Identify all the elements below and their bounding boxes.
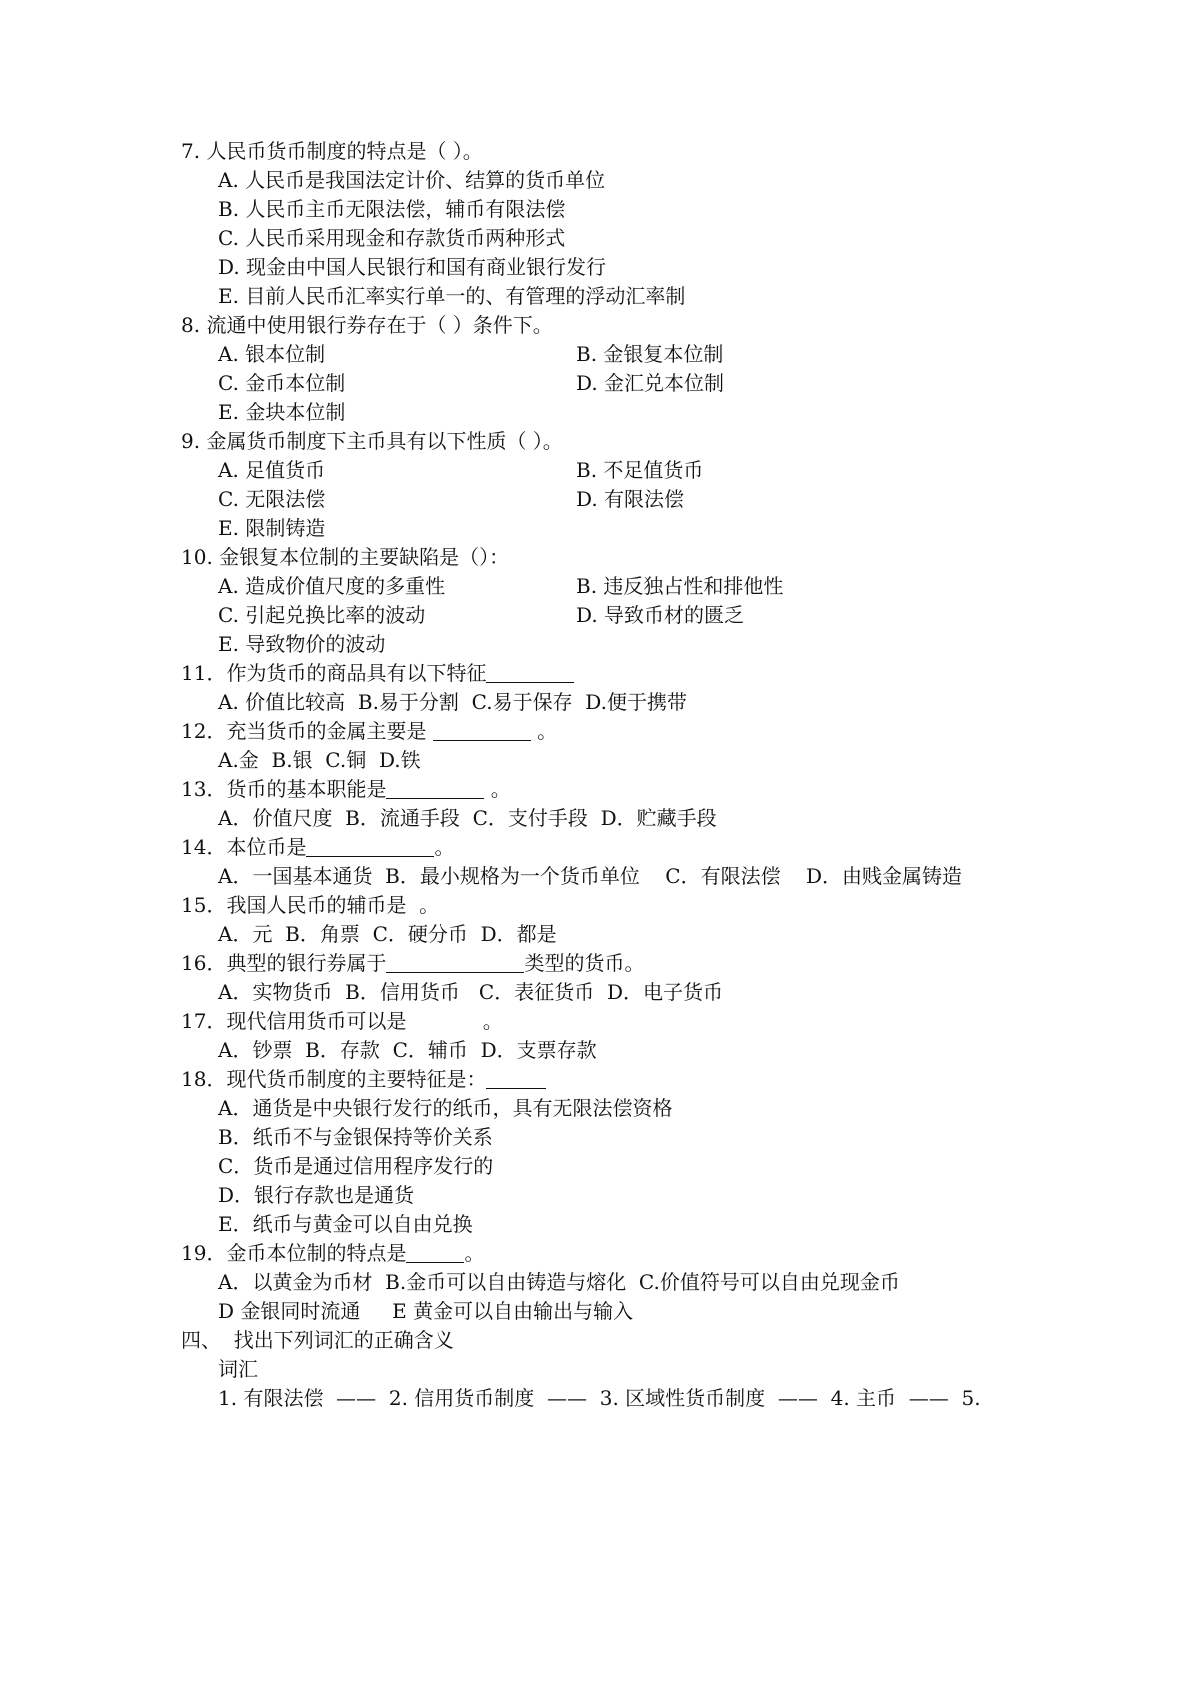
q9-option-e: E. 限制铸造	[218, 516, 326, 540]
q7-option-b: B. 人民币主币无限法偿，辅币有限法偿	[218, 197, 566, 221]
answer-blank	[486, 662, 574, 683]
answer-blank	[433, 720, 531, 741]
q15-options: A．元 B．角票 C．硬分币 D．都是	[218, 922, 557, 946]
question-16-text: 16．典型的银行券属于	[181, 951, 387, 975]
question-19-text: 19．金币本位制的特点是	[181, 1241, 407, 1265]
q13-options: A．价值尺度 B．流通手段 C．支付手段 D．贮藏手段	[218, 806, 717, 830]
vocab-label: 词汇	[218, 1357, 258, 1381]
q10-option-b: B. 违反独占性和排他性	[576, 574, 784, 598]
answer-blank	[486, 1068, 546, 1089]
question-16	[181, 949, 644, 977]
q9-option-d: D. 有限法偿	[576, 487, 685, 511]
q18-option-c: C．货币是通过信用程序发行的	[218, 1154, 494, 1178]
q9-option-c: C. 无限法偿	[218, 487, 326, 511]
q7-option-e: E. 目前人民币汇率实行单一的、有管理的浮动汇率制	[218, 284, 686, 308]
question-15: 15．我国人民币的辅币是 。	[181, 893, 440, 917]
question-14	[181, 833, 454, 861]
q18-option-e: E．纸币与黄金可以自由兑换	[218, 1212, 473, 1236]
question-17: 17．现代信用货币可以是 。	[181, 1009, 503, 1033]
section-4-title: 四、 找出下列词汇的正确含义	[181, 1328, 454, 1352]
q8-option-b: B. 金银复本位制	[576, 342, 724, 366]
q8-option-e: E. 金块本位制	[218, 400, 346, 424]
question-18	[181, 1065, 546, 1093]
question-19	[181, 1239, 484, 1267]
vocab-line: 1. 有限法偿 —— 2. 信用货币制度 —— 3. 区域性货币制度 —— 4. 主币 —— 5.	[218, 1386, 981, 1410]
question-13-suffix: 。	[484, 777, 511, 801]
q7-option-a: A. 人民币是我国法定计价、结算的货币单位	[218, 168, 606, 192]
question-14-suffix: 。	[434, 835, 455, 859]
question-11	[181, 659, 574, 687]
q8-option-a: A. 银本位制	[218, 342, 326, 366]
question-9: 9. 金属货币制度下主币具有以下性质（ ）。	[181, 429, 563, 453]
q19-options-line-1: A．以黄金为币材 B.金币可以自由铸造与熔化 C.价值符号可以自由兑现金币	[218, 1270, 900, 1294]
question-12-suffix: 。	[530, 719, 558, 743]
question-13	[181, 775, 511, 803]
q18-option-b: B．纸币不与金银保持等价关系	[218, 1125, 493, 1149]
q10-option-d: D. 导致币材的匮乏	[576, 603, 745, 627]
answer-blank	[386, 952, 524, 973]
question-11-text: 11．作为货币的商品具有以下特征	[181, 661, 487, 685]
answer-blank	[306, 836, 434, 857]
question-10: 10. 金银复本位制的主要缺陷是（）：	[181, 545, 510, 569]
question-18-text: 18．现代货币制度的主要特征是：	[181, 1067, 487, 1091]
question-12-text: 12．充当货币的金属主要是	[181, 719, 433, 743]
question-8: 8. 流通中使用银行券存在于（ ）条件下。	[181, 313, 553, 337]
question-13-text: 13．货币的基本职能是	[181, 777, 387, 801]
q18-option-d: D．银行存款也是通货	[218, 1183, 415, 1207]
q10-option-e: E. 导致物价的波动	[218, 632, 386, 656]
q17-options: A．钞票 B．存款 C．辅币 D．支票存款	[218, 1038, 597, 1062]
q7-option-d: D. 现金由中国人民银行和国有商业银行发行	[218, 255, 607, 279]
question-19-suffix: 。	[464, 1241, 485, 1265]
q11-options: A. 价值比较高 B.易于分割 C.易于保存 D.便于携带	[218, 690, 687, 714]
q9-option-a: A. 足值货币	[218, 458, 326, 482]
q8-option-c: C. 金币本位制	[218, 371, 346, 395]
q12-options: A.金 B.银 C.铜 D.铁	[218, 748, 421, 772]
q8-option-d: D. 金汇兑本位制	[576, 371, 725, 395]
question-14-text: 14．本位币是	[181, 835, 307, 859]
q16-options: A．实物货币 B．信用货币 C．表征货币 D．电子货币	[218, 980, 723, 1004]
q10-option-c: C. 引起兑换比率的波动	[218, 603, 426, 627]
question-7: 7. 人民币货币制度的特点是（ ）。	[181, 139, 483, 163]
answer-blank	[386, 778, 484, 799]
q18-option-a: A．通货是中央银行发行的纸币，具有无限法偿资格	[218, 1096, 673, 1120]
answer-blank	[406, 1242, 464, 1263]
question-12	[181, 717, 557, 745]
q9-option-b: B. 不足值货币	[576, 458, 704, 482]
q10-option-a: A. 造成价值尺度的多重性	[218, 574, 446, 598]
q19-options-line-2: D 金银同时流通 E 黄金可以自由输出与输入	[218, 1299, 634, 1323]
q14-options: A．一国基本通货 B．最小规格为一个货币单位 C．有限法偿 D．由贱金属铸造	[218, 864, 963, 888]
q7-option-c: C. 人民币采用现金和存款货币两种形式	[218, 226, 566, 250]
question-16-suffix: 类型的货币。	[524, 951, 645, 975]
